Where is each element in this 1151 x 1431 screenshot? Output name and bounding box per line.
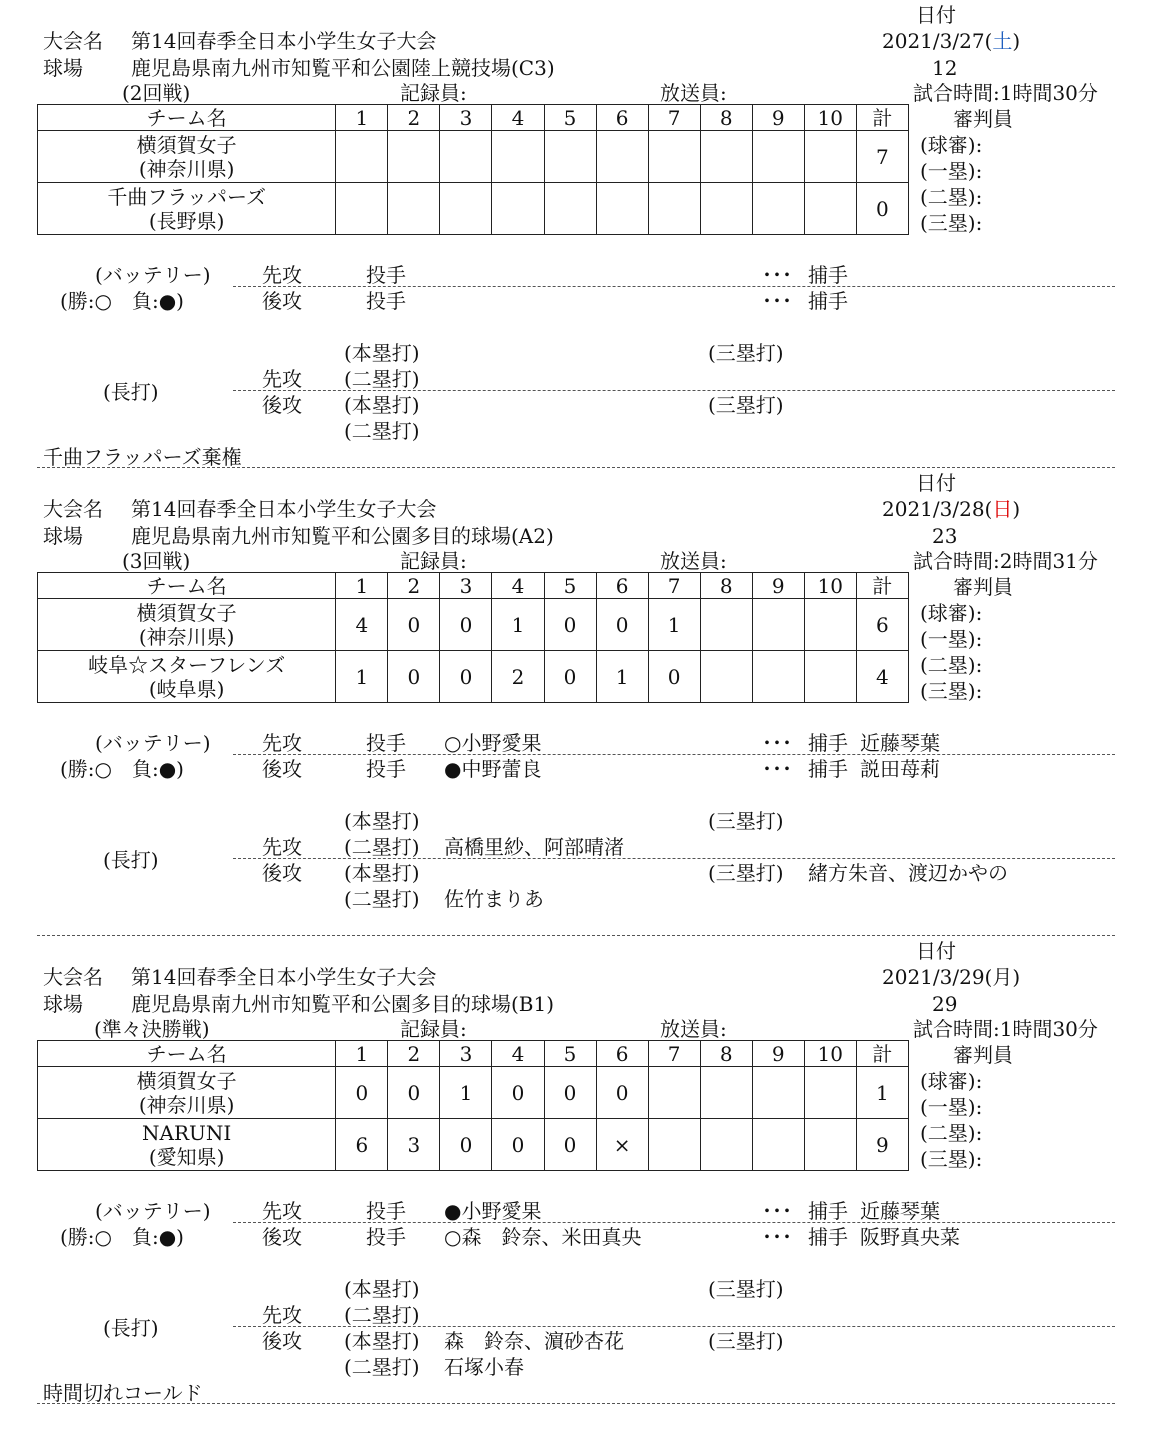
winloss-legend: (勝:○ 負:●) xyxy=(60,289,184,313)
scoreboard xyxy=(37,104,909,235)
game-number: 29 xyxy=(932,992,958,1016)
dots: ･･･ xyxy=(762,263,792,287)
inning-score xyxy=(596,183,648,235)
inning-score xyxy=(752,1119,804,1171)
bottom-pitcher: ●中野蕾良 xyxy=(444,757,542,781)
recorder-label: 記録員: xyxy=(400,1017,467,1041)
header-inning: 8 xyxy=(700,105,752,131)
2b-label: (二塁打) xyxy=(344,835,420,859)
bottom-catcher: 説田苺莉 xyxy=(860,757,940,781)
team-cell xyxy=(38,1067,336,1119)
team-name: 千曲フラッパーズ xyxy=(107,184,266,209)
3b-label: (三塁打) xyxy=(708,341,784,365)
header-inning: 10 xyxy=(804,1041,856,1067)
inning-score xyxy=(700,1067,752,1119)
hr-label: (本塁打) xyxy=(344,809,420,833)
bottom-hr: 森 鈴奈、濵砂杏花 xyxy=(444,1329,624,1353)
inning-score xyxy=(700,1119,752,1171)
umpire-first: (一塁): xyxy=(920,1095,983,1119)
game-duration: 試合時間:2時間31分 xyxy=(913,549,1098,573)
catcher-label: 捕手 xyxy=(808,757,848,781)
bottom-catcher: 阪野真央菜 xyxy=(860,1225,960,1249)
divider-line xyxy=(233,286,1115,287)
bottom-label: 後攻 xyxy=(262,757,302,781)
scoreboard-header xyxy=(38,1041,909,1067)
inning-score: 0 xyxy=(596,599,648,651)
umpire-second: (二塁): xyxy=(920,653,983,677)
inning-score xyxy=(804,131,856,183)
inning-score: 0 xyxy=(388,651,440,703)
inning-score xyxy=(388,183,440,235)
hr-label: (本塁打) xyxy=(344,341,420,365)
total-score: 6 xyxy=(856,599,908,651)
umpire-second: (二塁): xyxy=(920,185,983,209)
team-row-bottom xyxy=(38,1119,909,1171)
pitcher-label: 投手 xyxy=(366,263,406,287)
inning-score xyxy=(648,1119,700,1171)
game-date: 2021/3/29(月) xyxy=(882,965,1021,989)
header-inning: 9 xyxy=(752,573,804,599)
team-row-top xyxy=(38,131,909,183)
section-separator xyxy=(37,1403,1115,1404)
game-note: 千曲フラッパーズ棄権 xyxy=(43,445,242,469)
round-label: (3回戦) xyxy=(122,549,191,573)
top-label: 先攻 xyxy=(262,263,302,287)
header-inning: 4 xyxy=(492,1041,544,1067)
venue-label: 球場 xyxy=(43,56,83,80)
header-inning: 10 xyxy=(804,105,856,131)
header-inning: 6 xyxy=(596,105,648,131)
inning-score: 2 xyxy=(492,651,544,703)
tournament-name: 第14回春季全日本小学生女子大会 xyxy=(131,497,437,521)
top-catcher: 近藤琴葉 xyxy=(860,1199,940,1223)
header-inning: 7 xyxy=(648,573,700,599)
dots: ･･･ xyxy=(762,731,792,755)
header-inning: 7 xyxy=(648,1041,700,1067)
umpires-title: 審判員 xyxy=(953,1043,1013,1067)
inning-score xyxy=(752,131,804,183)
umpire-second: (二塁): xyxy=(920,1121,983,1145)
header-total: 計 xyxy=(856,1041,908,1067)
round-label: (2回戦) xyxy=(122,81,191,105)
bottom-2b: 佐竹まりあ xyxy=(444,887,544,911)
inning-score: 0 xyxy=(492,1067,544,1119)
inning-score xyxy=(700,599,752,651)
top-label: 先攻 xyxy=(262,1199,302,1223)
divider-line xyxy=(233,858,1115,859)
header-inning: 9 xyxy=(752,105,804,131)
inning-score: 1 xyxy=(492,599,544,651)
inning-score xyxy=(492,131,544,183)
inning-score xyxy=(700,651,752,703)
inning-score: 0 xyxy=(596,1067,648,1119)
header-inning: 1 xyxy=(336,105,388,131)
game-note: 時間切れコールド xyxy=(43,1381,203,1405)
bottom-label: 後攻 xyxy=(262,1329,302,1353)
team-prefecture: (神奈川県) xyxy=(138,624,235,649)
inning-score: 6 xyxy=(336,1119,388,1171)
umpire-third: (三塁): xyxy=(920,679,983,703)
top-label: 先攻 xyxy=(262,835,302,859)
header-inning: 4 xyxy=(492,105,544,131)
inning-score xyxy=(804,651,856,703)
team-name: 横須賀女子 xyxy=(136,600,237,625)
catcher-label: 捕手 xyxy=(808,1199,848,1223)
inning-score xyxy=(804,1119,856,1171)
recorder-label: 記録員: xyxy=(400,81,467,105)
scoreboard-header xyxy=(38,573,909,599)
inning-score: 0 xyxy=(336,1067,388,1119)
top-catcher: 近藤琴葉 xyxy=(860,731,940,755)
bottom-pitcher: ○森 鈴奈、米田真央 xyxy=(444,1225,642,1249)
dots: ･･･ xyxy=(762,757,792,781)
venue-name: 鹿児島県南九州市知覧平和公園陸上競技場(C3) xyxy=(131,56,555,80)
inning-score xyxy=(336,131,388,183)
pitcher-label: 投手 xyxy=(366,1199,406,1223)
total-score: 1 xyxy=(856,1067,908,1119)
header-inning: 1 xyxy=(336,1041,388,1067)
header-team: チーム名 xyxy=(38,573,336,599)
umpire-first: (一塁): xyxy=(920,627,983,651)
venue-label: 球場 xyxy=(43,524,83,548)
inning-score xyxy=(440,131,492,183)
umpire-plate: (球審): xyxy=(920,133,983,157)
header-inning: 5 xyxy=(544,105,596,131)
inning-score: 3 xyxy=(388,1119,440,1171)
winloss-legend: (勝:○ 負:●) xyxy=(60,1225,184,1249)
inning-score xyxy=(440,183,492,235)
inning-score xyxy=(752,1067,804,1119)
weekday: 日 xyxy=(992,497,1013,521)
header-total: 計 xyxy=(856,573,908,599)
header-inning: 1 xyxy=(336,573,388,599)
game-number: 12 xyxy=(932,56,958,80)
umpires-title: 審判員 xyxy=(953,575,1013,599)
team-cell xyxy=(38,183,336,235)
umpires-title: 審判員 xyxy=(953,107,1013,131)
inning-score xyxy=(388,131,440,183)
umpire-third: (三塁): xyxy=(920,1147,983,1171)
inning-score xyxy=(648,1067,700,1119)
battery-label: (バッテリー) xyxy=(95,731,211,755)
venue-name: 鹿児島県南九州市知覧平和公園多目的球場(B1) xyxy=(131,992,555,1016)
inning-score xyxy=(804,183,856,235)
team-prefecture: (岐阜県) xyxy=(148,676,225,701)
umpire-third: (三塁): xyxy=(920,211,983,235)
round-label: (準々決勝戦) xyxy=(94,1017,210,1041)
inning-score: 0 xyxy=(440,1119,492,1171)
inning-score: 0 xyxy=(492,1119,544,1171)
catcher-label: 捕手 xyxy=(808,263,848,287)
divider-line xyxy=(233,1222,1115,1223)
3b-label: (三塁打) xyxy=(708,861,784,885)
inning-score: 0 xyxy=(440,651,492,703)
inning-score xyxy=(336,183,388,235)
team-prefecture: (神奈川県) xyxy=(138,1092,235,1117)
announcer-label: 放送員: xyxy=(660,81,727,105)
inning-score: 1 xyxy=(336,651,388,703)
total-score: 0 xyxy=(856,183,908,235)
tournament-label: 大会名 xyxy=(43,965,103,989)
inning-score: 0 xyxy=(544,599,596,651)
inning-score: 0 xyxy=(648,651,700,703)
team-cell xyxy=(38,599,336,651)
game-date: 2021/3/27(土) xyxy=(882,29,1021,53)
total-score: 9 xyxy=(856,1119,908,1171)
date-label: 日付 xyxy=(916,471,956,495)
3b-label: (三塁打) xyxy=(708,1329,784,1353)
scoreboard xyxy=(37,1040,909,1171)
tournament-name: 第14回春季全日本小学生女子大会 xyxy=(131,965,437,989)
hr-label: (本塁打) xyxy=(344,393,420,417)
header-inning: 8 xyxy=(700,1041,752,1067)
catcher-label: 捕手 xyxy=(808,731,848,755)
2b-label: (二塁打) xyxy=(344,887,420,911)
long-hits-label: (長打) xyxy=(103,848,159,872)
announcer-label: 放送員: xyxy=(660,1017,727,1041)
header-inning: 6 xyxy=(596,573,648,599)
inning-score xyxy=(752,183,804,235)
top-label: 先攻 xyxy=(262,1303,302,1327)
inning-score xyxy=(544,131,596,183)
header-inning: 2 xyxy=(388,105,440,131)
venue-name: 鹿児島県南九州市知覧平和公園多目的球場(A2) xyxy=(131,524,554,548)
game-report-3 xyxy=(0,936,1151,1404)
hr-label: (本塁打) xyxy=(344,1277,420,1301)
date-label: 日付 xyxy=(916,939,956,963)
bottom-label: 後攻 xyxy=(262,861,302,885)
dots: ･･･ xyxy=(762,1199,792,1223)
header-inning: 7 xyxy=(648,105,700,131)
date-label: 日付 xyxy=(916,3,956,27)
announcer-label: 放送員: xyxy=(660,549,727,573)
header-inning: 9 xyxy=(752,1041,804,1067)
divider-line xyxy=(233,754,1115,755)
inning-score: 0 xyxy=(388,599,440,651)
2b-label: (二塁打) xyxy=(344,419,420,443)
weekday: 土 xyxy=(992,29,1013,53)
inning-score xyxy=(700,131,752,183)
catcher-label: 捕手 xyxy=(808,1225,848,1249)
game-duration: 試合時間:1時間30分 xyxy=(913,1017,1098,1041)
header-total: 計 xyxy=(856,105,908,131)
team-name: 岐阜☆スターフレンズ xyxy=(88,652,286,677)
inning-score: 1 xyxy=(440,1067,492,1119)
3b-label: (三塁打) xyxy=(708,809,784,833)
tournament-name: 第14回春季全日本小学生女子大会 xyxy=(131,29,437,53)
bottom-2b: 石塚小春 xyxy=(444,1355,524,1379)
header-inning: 3 xyxy=(440,1041,492,1067)
inning-score: × xyxy=(596,1119,648,1171)
bottom-label: 後攻 xyxy=(262,393,302,417)
inning-score: 0 xyxy=(544,651,596,703)
header-inning: 8 xyxy=(700,573,752,599)
header-team: チーム名 xyxy=(38,1041,336,1067)
total-score: 7 xyxy=(856,131,908,183)
pitcher-label: 投手 xyxy=(366,731,406,755)
inning-score xyxy=(752,599,804,651)
inning-score: 1 xyxy=(648,599,700,651)
top-label: 先攻 xyxy=(262,731,302,755)
bottom-label: 後攻 xyxy=(262,289,302,313)
team-prefecture: (愛知県) xyxy=(148,1144,225,1169)
hr-label: (本塁打) xyxy=(344,1329,420,1353)
pitcher-label: 投手 xyxy=(366,289,406,313)
team-row-top xyxy=(38,1067,909,1119)
3b-label: (三塁打) xyxy=(708,1277,784,1301)
inning-score xyxy=(752,651,804,703)
umpire-first: (一塁): xyxy=(920,159,983,183)
team-prefecture: (神奈川県) xyxy=(138,156,235,181)
top-pitcher: ○小野愛果 xyxy=(444,731,542,755)
header-inning: 5 xyxy=(544,573,596,599)
3b-label: (三塁打) xyxy=(708,393,784,417)
header-inning: 4 xyxy=(492,573,544,599)
inning-score xyxy=(700,183,752,235)
game-report-2 xyxy=(0,468,1151,936)
battery-label: (バッテリー) xyxy=(95,263,211,287)
team-prefecture: (長野県) xyxy=(148,208,225,233)
top-label: 先攻 xyxy=(262,367,302,391)
inning-score xyxy=(804,1067,856,1119)
header-inning: 2 xyxy=(388,1041,440,1067)
bottom-3b: 緒方朱音、渡辺かやの xyxy=(808,861,1008,885)
inning-score xyxy=(596,131,648,183)
tournament-label: 大会名 xyxy=(43,497,103,521)
inning-score: 0 xyxy=(544,1119,596,1171)
winloss-legend: (勝:○ 負:●) xyxy=(60,757,184,781)
game-duration: 試合時間:1時間30分 xyxy=(913,81,1098,105)
total-score: 4 xyxy=(856,651,908,703)
pitcher-label: 投手 xyxy=(366,757,406,781)
header-team: チーム名 xyxy=(38,105,336,131)
top-2b: 高橋里紗、阿部晴渚 xyxy=(444,835,624,859)
team-cell xyxy=(38,1119,336,1171)
tournament-label: 大会名 xyxy=(43,29,103,53)
header-inning: 3 xyxy=(440,573,492,599)
inning-score: 4 xyxy=(336,599,388,651)
scoreboard-header xyxy=(38,105,909,131)
team-cell xyxy=(38,131,336,183)
top-pitcher: ●小野愛果 xyxy=(444,1199,542,1223)
divider-line xyxy=(233,390,1115,391)
inning-score: 1 xyxy=(596,651,648,703)
game-number: 23 xyxy=(932,524,958,548)
long-hits-label: (長打) xyxy=(103,380,159,404)
catcher-label: 捕手 xyxy=(808,289,848,313)
header-inning: 6 xyxy=(596,1041,648,1067)
bottom-label: 後攻 xyxy=(262,1225,302,1249)
2b-label: (二塁打) xyxy=(344,367,420,391)
team-name: 横須賀女子 xyxy=(136,132,237,157)
battery-label: (バッテリー) xyxy=(95,1199,211,1223)
team-row-top xyxy=(38,599,909,651)
inning-score: 0 xyxy=(388,1067,440,1119)
game-report-1 xyxy=(0,0,1151,468)
scoreboard xyxy=(37,572,909,703)
2b-label: (二塁打) xyxy=(344,1355,420,1379)
team-name: 横須賀女子 xyxy=(136,1068,237,1093)
pitcher-label: 投手 xyxy=(366,1225,406,1249)
team-row-bottom xyxy=(38,183,909,235)
team-row-bottom xyxy=(38,651,909,703)
game-date: 2021/3/28(日) xyxy=(882,497,1021,521)
header-inning: 2 xyxy=(388,573,440,599)
2b-label: (二塁打) xyxy=(344,1303,420,1327)
inning-score xyxy=(648,183,700,235)
recorder-label: 記録員: xyxy=(400,549,467,573)
team-name: NARUNI xyxy=(142,1120,232,1145)
inning-score: 0 xyxy=(440,599,492,651)
weekday: 月 xyxy=(992,965,1013,989)
venue-label: 球場 xyxy=(43,992,83,1016)
inning-score xyxy=(648,131,700,183)
dots: ･･･ xyxy=(762,289,792,313)
hr-label: (本塁打) xyxy=(344,861,420,885)
inning-score xyxy=(544,183,596,235)
umpire-plate: (球審): xyxy=(920,601,983,625)
long-hits-label: (長打) xyxy=(103,1316,159,1340)
umpire-plate: (球審): xyxy=(920,1069,983,1093)
inning-score xyxy=(492,183,544,235)
inning-score xyxy=(804,599,856,651)
divider-line xyxy=(233,1326,1115,1327)
header-inning: 10 xyxy=(804,573,856,599)
inning-score: 0 xyxy=(544,1067,596,1119)
dots: ･･･ xyxy=(762,1225,792,1249)
team-cell xyxy=(38,651,336,703)
header-inning: 3 xyxy=(440,105,492,131)
header-inning: 5 xyxy=(544,1041,596,1067)
